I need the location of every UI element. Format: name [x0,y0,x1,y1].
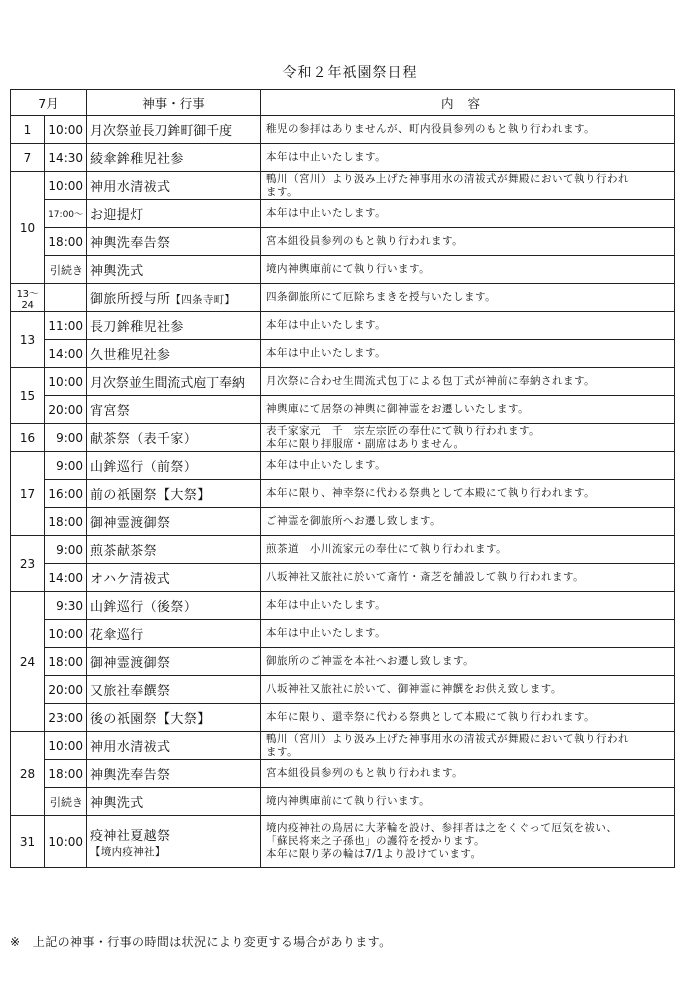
table-row [11,704,675,732]
time-cell: 引続き [45,788,87,816]
content-cell [261,564,675,592]
event-cell [87,256,261,284]
content-cell [261,816,675,868]
time-cell: 10:00 [45,368,87,396]
table-row [11,480,675,508]
event-name: 神輿洗式 [90,264,144,279]
content-line: 鴨川（宮川）より汲み上げた神事用水の清祓式が舞殿において執り行われ [266,172,630,185]
content-line: 御旅所のご神霊を本社へお遷し致します。 [266,655,475,667]
event-name: 花傘巡行 [90,628,144,643]
event-cell [87,172,261,200]
date-cell: 1 [11,116,45,144]
event-cell [87,396,261,424]
content-cell [261,788,675,816]
date-cell: 24 [11,592,45,732]
content-cell [261,732,675,760]
content-cell [261,200,675,228]
time-cell: 18:00 [45,508,87,536]
time-cell: 10:00 [45,172,87,200]
event-cell [87,480,261,508]
date-cell: 10 [11,172,45,284]
event-location: 【境内疫神社】 [90,845,166,858]
time-cell: 10:00 [45,116,87,144]
time-cell: 9:00 [45,424,87,452]
event-name: 又旅社奉饌祭 [90,684,171,699]
event-name: 月次祭並長刀鉾町御千度 [90,124,232,139]
content-cell [261,452,675,480]
table-row [11,788,675,816]
event-cell [87,508,261,536]
header-date: 7月 [11,90,87,116]
content-cell [261,760,675,788]
time-cell: 14:00 [45,340,87,368]
content-cell [261,284,675,312]
event-cell [87,620,261,648]
content-line: 本年は中止いたします。 [266,347,387,359]
event-name: 煎茶献茶祭 [90,544,158,559]
content-cell [261,508,675,536]
content-line: 鴨川（宮川）より汲み上げた神事用水の清祓式が舞殿において執り行われ [266,732,630,745]
footnote: ※ 上記の神事・行事の時間は状況により変更する場合があります。 [10,935,392,949]
content-line: 月次祭に合わせ生間流式包丁による包丁式が神前に奉納されます。 [266,375,596,387]
event-name: 神用水清祓式 [90,180,171,195]
time-cell [45,284,87,312]
time-cell: 14:30 [45,144,87,172]
content-line: 四条御旅所にて厄除ちまきを授与いたします。 [266,291,497,303]
event-cell [87,144,261,172]
table-row [11,760,675,788]
content-line: 表千家家元 千 宗左宗匠の奉仕にて執り行われます。 [266,424,541,437]
table-row [11,228,675,256]
content-line: 八坂神社又旅社に於いて、御神霊に神饌をお供え致します。 [266,683,562,695]
time-cell: 10:00 [45,732,87,760]
table-row [11,312,675,340]
date-cell: 31 [11,816,45,868]
date-cell: 16 [11,424,45,452]
event-cell [87,116,261,144]
event-name: 献茶祭（表千家） [90,432,198,447]
header-event: 神事・行事 [87,90,261,116]
event-name: 後の祇園祭【大祭】 [90,712,211,727]
content-cell [261,172,675,200]
content-line: 八坂神社又旅社に於いて斎竹・斎芝を舗設して執り行われます。 [266,571,585,583]
time-cell: 引続き [45,256,87,284]
table-row [11,564,675,592]
content-cell [261,144,675,172]
schedule-body [11,116,675,868]
time-cell: 9:00 [45,452,87,480]
table-row [11,648,675,676]
event-cell [87,704,261,732]
content-cell [261,704,675,732]
content-line: ます。 [266,745,299,758]
table-row [11,620,675,648]
time-cell: 17:00～ [45,200,87,228]
table-row [11,284,675,312]
event-name: 御旅所授与所 [90,292,171,307]
content-line: 本年は中止いたします。 [266,459,387,471]
content-line: 境内神輿庫前にて執り行います。 [266,795,431,807]
event-cell [87,340,261,368]
event-cell [87,676,261,704]
content-cell [261,424,675,452]
table-row [11,816,675,868]
time-cell: 20:00 [45,676,87,704]
event-name: オハケ清祓式 [90,572,171,587]
date-cell: 28 [11,732,45,816]
event-cell [87,648,261,676]
content-line: 煎茶道 小川流家元の奉仕にて執り行われます。 [266,543,508,555]
time-cell: 9:00 [45,536,87,564]
event-name: 神用水清祓式 [90,740,171,755]
content-cell [261,116,675,144]
event-cell [87,732,261,760]
date-cell: 17 [11,452,45,536]
content-line: 本年は中止いたします。 [266,319,387,331]
event-cell [87,564,261,592]
event-name: 山鉾巡行（後祭） [90,600,198,615]
event-name: 前の祇園祭【大祭】 [90,488,211,503]
table-row [11,396,675,424]
date-cell: 7 [11,144,45,172]
content-cell [261,676,675,704]
event-name: 長刀鉾稚児社参 [90,320,184,335]
time-cell: 10:00 [45,816,87,868]
event-name: 神輿洗奉告祭 [90,768,171,783]
table-row [11,200,675,228]
content-cell [261,592,675,620]
event-cell [87,592,261,620]
event-cell [87,760,261,788]
page-title: 令和２年祇園祭日程 [282,65,418,81]
event-cell [87,200,261,228]
content-line: 本年は中止いたします。 [266,599,387,611]
event-cell [87,228,261,256]
event-name: 月次祭並生間流式庖丁奉納 [90,376,245,391]
event-name: 久世稚児社参 [90,348,171,363]
time-cell: 18:00 [45,228,87,256]
event-cell [87,788,261,816]
table-row [11,508,675,536]
event-cell [87,368,261,396]
event-name: 神輿洗奉告祭 [90,236,171,251]
event-name: 綾傘鉾稚児社参 [90,152,184,167]
table-row [11,116,675,144]
content-line: 本年に限り拝服席・副席はありません。 [266,437,465,450]
time-cell: 20:00 [45,396,87,424]
event-cell [87,452,261,480]
table-row [11,340,675,368]
table-row [11,256,675,284]
table-row [11,172,675,200]
event-name: 山鉾巡行（前祭） [90,460,198,475]
table-header-row [11,90,675,116]
date-cell: 15 [11,368,45,424]
time-cell: 14:00 [45,564,87,592]
event-name: 疫神社夏越祭 [90,828,171,844]
content-line: 本年に限り、還幸祭に代わる祭典として本殿にて執り行われます。 [266,711,596,723]
date-cell: 13～24 [11,284,45,312]
event-name: 宵宮祭 [90,404,131,419]
content-line: 神輿庫にて居祭の神輿に御神霊をお遷しいたします。 [266,403,530,415]
date-cell: 13 [11,312,45,368]
content-cell [261,536,675,564]
table-row [11,368,675,396]
table-row [11,144,675,172]
time-cell: 10:00 [45,620,87,648]
content-line: ます。 [266,185,299,198]
event-name: お迎提灯 [90,208,144,223]
table-row [11,536,675,564]
event-name: 御神霊渡御祭 [90,656,171,671]
content-cell [261,620,675,648]
content-cell [261,228,675,256]
content-line: 本年は中止いたします。 [266,627,387,639]
content-cell [261,480,675,508]
event-location: 【四条寺町】 [170,294,236,306]
content-cell [261,312,675,340]
time-cell: 23:00 [45,704,87,732]
time-cell: 18:00 [45,760,87,788]
table-row [11,452,675,480]
content-cell [261,396,675,424]
content-cell [261,368,675,396]
event-cell [87,284,261,312]
event-cell [87,312,261,340]
event-name: 御神霊渡御祭 [90,516,171,531]
content-line: ご神霊を御旅所へお遷し致します。 [266,515,442,527]
table-row [11,424,675,452]
content-line: 本年に限り、神幸祭に代わる祭典として本殿にて執り行われます。 [266,487,596,499]
content-line: 「蘇民将来之子孫也」の護符を授かります。 [266,835,486,847]
content-cell [261,256,675,284]
content-cell [261,340,675,368]
event-name: 神輿洗式 [90,796,144,811]
event-cell [87,816,261,868]
content-line: 境内疫神社の鳥居に大茅輪を設け、参拝者は之をくぐって厄気を祓い、 [266,822,618,834]
event-cell [87,424,261,452]
content-line: 本年に限り茅の輪は7/1より設けています。 [266,848,482,860]
time-cell: 18:00 [45,648,87,676]
time-cell: 9:30 [45,592,87,620]
schedule-table [10,89,675,868]
table-row [11,592,675,620]
content-cell [261,648,675,676]
table-row [11,676,675,704]
time-cell: 16:00 [45,480,87,508]
date-cell: 23 [11,536,45,592]
event-cell [87,536,261,564]
content-line: 宮本組役員参列のもと執り行われます。 [266,235,464,247]
content-line: 本年は中止いたします。 [266,151,387,163]
content-line: 本年は中止いたします。 [266,207,387,219]
header-content: 内容 [261,90,675,116]
table-row [11,732,675,760]
content-line: 境内神輿庫前にて執り行います。 [266,263,431,275]
content-line: 宮本組役員参列のもと執り行われます。 [266,767,464,779]
content-line: 稚児の参拝はありませんが、町内役員参列のもと執り行われます。 [266,123,596,135]
time-cell: 11:00 [45,312,87,340]
